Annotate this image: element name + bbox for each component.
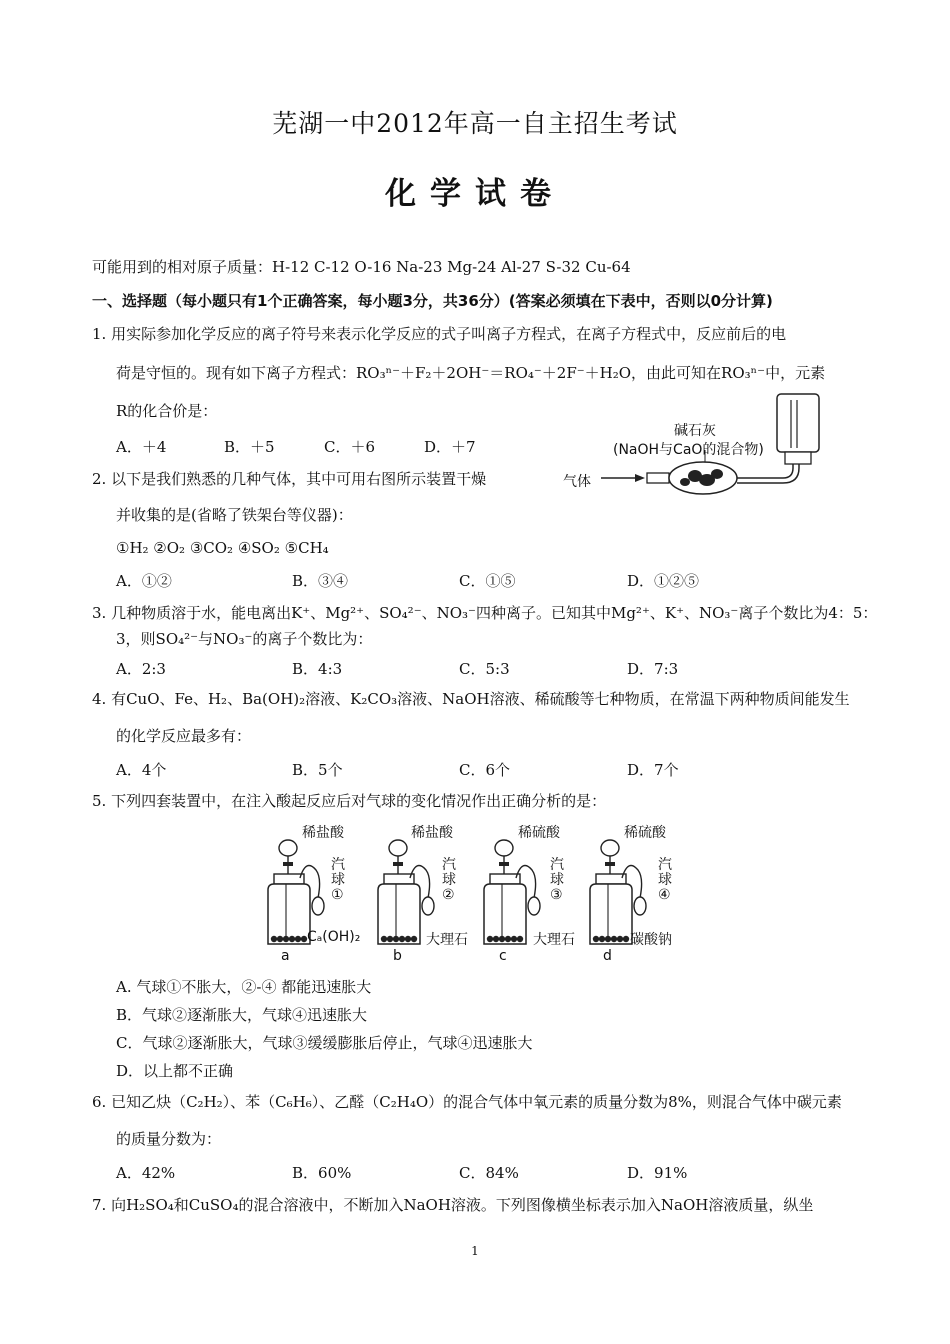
q2-option-b: B．③④ bbox=[292, 572, 349, 590]
figure-label-soda-lime: 碱石灰 bbox=[674, 423, 716, 439]
apparatus-letter-b: b bbox=[393, 948, 402, 964]
solid-particle-1-4 bbox=[289, 936, 295, 942]
q1-option-a: A．＋4 bbox=[116, 438, 167, 456]
solid-particle-3-6 bbox=[517, 936, 523, 942]
flask-stopper-1 bbox=[274, 874, 304, 884]
acid-label-c: 稀硫酸 bbox=[518, 825, 560, 841]
balloon-label-2: 汽球② bbox=[442, 857, 456, 903]
solid-particle-2-1 bbox=[381, 936, 387, 942]
solid-particle-4-6 bbox=[623, 936, 629, 942]
balloon-label-1: 汽球① bbox=[331, 857, 345, 903]
q5-line1: 5. 下列四套装置中，在注入酸起反应后对气球的变化情况作出正确分析的是： bbox=[92, 792, 607, 810]
solid-label-d: 碳酸钠 bbox=[630, 932, 672, 948]
solid-particle-4-4 bbox=[611, 936, 617, 942]
q1-option-c: C．＋6 bbox=[324, 438, 376, 456]
balloon-3 bbox=[528, 897, 540, 915]
q6-option-a: A．42% bbox=[116, 1164, 176, 1182]
flask-stopper-3 bbox=[490, 874, 520, 884]
solid-particle-3-4 bbox=[505, 936, 511, 942]
separatory-funnel-3 bbox=[495, 840, 513, 856]
q1-line2: 荷是守恒的。现有如下离子方程式：RO₃ⁿ⁻＋F₂＋2OH⁻＝RO₄⁻＋2F⁻＋H₂O，由此可知在RO₃ⁿ⁻中，元素 bbox=[116, 364, 826, 382]
q1-line3: R的化合价是： bbox=[116, 402, 218, 420]
q4-line2: 的化学反应最多有： bbox=[116, 727, 252, 745]
solid-particle-3-5 bbox=[511, 936, 517, 942]
q3-option-d: D．7:3 bbox=[627, 660, 679, 678]
solid-particle-4-2 bbox=[599, 936, 605, 942]
balloon-4 bbox=[634, 897, 646, 915]
funnel-stopcock-4 bbox=[605, 862, 615, 866]
page-number: 1 bbox=[471, 1244, 479, 1258]
solid-particle-1-3 bbox=[283, 936, 289, 942]
flask-3 bbox=[484, 884, 526, 944]
solid-particle-2-2 bbox=[387, 936, 393, 942]
q2-option-a: A．①② bbox=[116, 572, 172, 590]
apparatus-letter-a: a bbox=[281, 948, 290, 964]
q3-option-a: A．2:3 bbox=[116, 660, 166, 678]
flask-1 bbox=[268, 884, 310, 944]
q1-option-d: D．＋7 bbox=[424, 438, 476, 456]
funnel-stopcock-1 bbox=[283, 862, 293, 866]
balloon-1 bbox=[312, 897, 324, 915]
flask-2 bbox=[378, 884, 420, 944]
solid-particle-2-3 bbox=[393, 936, 399, 942]
flask-stopper-2 bbox=[384, 874, 414, 884]
q6-option-d: D．91% bbox=[627, 1164, 688, 1182]
q5-option-c: C．气球②逐渐胀大，气球③缓缓膨胀后停止，气球④迅速胀大 bbox=[116, 1034, 533, 1052]
q4-option-d: D．7个 bbox=[627, 761, 679, 779]
separatory-funnel-2 bbox=[389, 840, 407, 856]
balloon-label-4: 汽球④ bbox=[658, 857, 672, 903]
balloon-2 bbox=[422, 897, 434, 915]
q2-line1: 2. 以下是我们熟悉的几种气体，其中可用右图所示装置干燥 bbox=[92, 470, 487, 488]
funnel-stopcock-2 bbox=[393, 862, 403, 866]
solid-particle-3-1 bbox=[487, 936, 493, 942]
solid-particle-1-2 bbox=[277, 936, 283, 942]
q3-option-c: C．5:3 bbox=[459, 660, 510, 678]
solid-particle-2-6 bbox=[411, 936, 417, 942]
q5-option-b: B．气球②逐渐胀大，气球④迅速胀大 bbox=[116, 1006, 368, 1024]
q3-line1: 3. 几种物质溶于水，能电离出K⁺、Mg²⁺、SO₄²⁻、NO₃⁻四种离子。已知其中Mg²⁺、K⁺、NO₃⁻离子个数比为4：5： bbox=[92, 604, 878, 622]
q7-line1: 7. 向H₂SO₄和CuSO₄的混合溶液中，不断加入NaOH溶液。下列图像横坐标表示加入NaOH溶液质量，纵坐 bbox=[92, 1196, 814, 1214]
solid-label-b: 大理石 bbox=[426, 932, 468, 948]
q3-option-b: B．4:3 bbox=[292, 660, 343, 678]
solid-particle-1-5 bbox=[295, 936, 301, 942]
acid-label-b: 稀盐酸 bbox=[411, 825, 453, 841]
q6-line1: 6. 已知乙炔（C₂H₂）、苯（C₆H₆）、乙醛（C₂H₄O）的混合气体中氧元素的质量分数为8%，则混合气体中碳元素 bbox=[92, 1093, 842, 1111]
q4-option-a: A．4个 bbox=[116, 761, 167, 779]
exam-title: 芜湖一中2012年高一自主招生考试 bbox=[272, 109, 678, 138]
q6-option-b: B．60% bbox=[292, 1164, 352, 1182]
solid-particle-3-2 bbox=[493, 936, 499, 942]
q4-line1: 4. 有CuO、Fe、H₂、Ba(OH)₂溶液、K₂CO₃溶液、NaOH溶液、稀硫酸等七种物质，在常温下两种物质间能发生 bbox=[92, 690, 850, 708]
q1-line1: 1. 用实际参加化学反应的离子符号来表示化学反应的式子叫离子方程式，在离子方程式中，反应前后的电 bbox=[92, 325, 787, 343]
apparatus-letter-c: c bbox=[499, 948, 507, 964]
solid-particle-4-3 bbox=[605, 936, 611, 942]
flask-4 bbox=[590, 884, 632, 944]
section-heading: 一、选择题（每小题只有1个正确答案，每小题3分，共36分）(答案必须填在下表中，否则以0分计算) bbox=[92, 292, 773, 310]
q6-option-c: C．84% bbox=[459, 1164, 519, 1182]
solid-label-c: 大理石 bbox=[533, 932, 575, 948]
funnel-stopcock-3 bbox=[499, 862, 509, 866]
solid-particle-3-3 bbox=[499, 936, 505, 942]
q6-line2: 的质量分数为： bbox=[116, 1130, 222, 1148]
separatory-funnel-4 bbox=[601, 840, 619, 856]
solid-particle-1-1 bbox=[271, 936, 277, 942]
figure-label-gas: 气体 bbox=[563, 474, 591, 490]
q4-option-c: C．6个 bbox=[459, 761, 511, 779]
exam-subtitle: 化学试卷 bbox=[385, 176, 565, 212]
acid-label-a: 稀盐酸 bbox=[302, 825, 344, 841]
solid-label-a: Cₐ(OH)₂ bbox=[307, 929, 361, 945]
q1-option-b: B．＋5 bbox=[224, 438, 275, 456]
q2-line2: 并收集的是(省略了铁架台等仪器)： bbox=[116, 506, 353, 524]
q2-option-d: D．①②⑤ bbox=[627, 572, 700, 590]
atomic-masses: 可能用到的相对原子质量：H-12 C-12 O-16 Na-23 Mg-24 Al-27 S-32 Cu-64 bbox=[92, 258, 631, 276]
solid-particle-4-5 bbox=[617, 936, 623, 942]
separatory-funnel-1 bbox=[279, 840, 297, 856]
q4-option-b: B．5个 bbox=[292, 761, 343, 779]
q3-line2: 3，则SO₄²⁻与NO₃⁻的离子个数比为： bbox=[116, 630, 373, 648]
flask-stopper-4 bbox=[596, 874, 626, 884]
acid-label-d: 稀硫酸 bbox=[624, 825, 666, 841]
q2-option-c: C．①⑤ bbox=[459, 572, 516, 590]
q2-line3: ①H₂ ②O₂ ③CO₂ ④SO₂ ⑤CH₄ bbox=[116, 539, 329, 557]
apparatus-letter-d: d bbox=[603, 948, 612, 964]
solid-particle-4-1 bbox=[593, 936, 599, 942]
solid-particle-2-4 bbox=[399, 936, 405, 942]
solid-particle-2-5 bbox=[405, 936, 411, 942]
figure-label-mixture: (NaOH与CaO的混合物) bbox=[613, 442, 764, 458]
q5-option-d: D．以上都不正确 bbox=[116, 1062, 234, 1080]
balloon-label-3: 汽球③ bbox=[550, 857, 564, 903]
q5-option-a: A. 气球①不胀大，②-④ 都能迅速胀大 bbox=[116, 978, 372, 996]
